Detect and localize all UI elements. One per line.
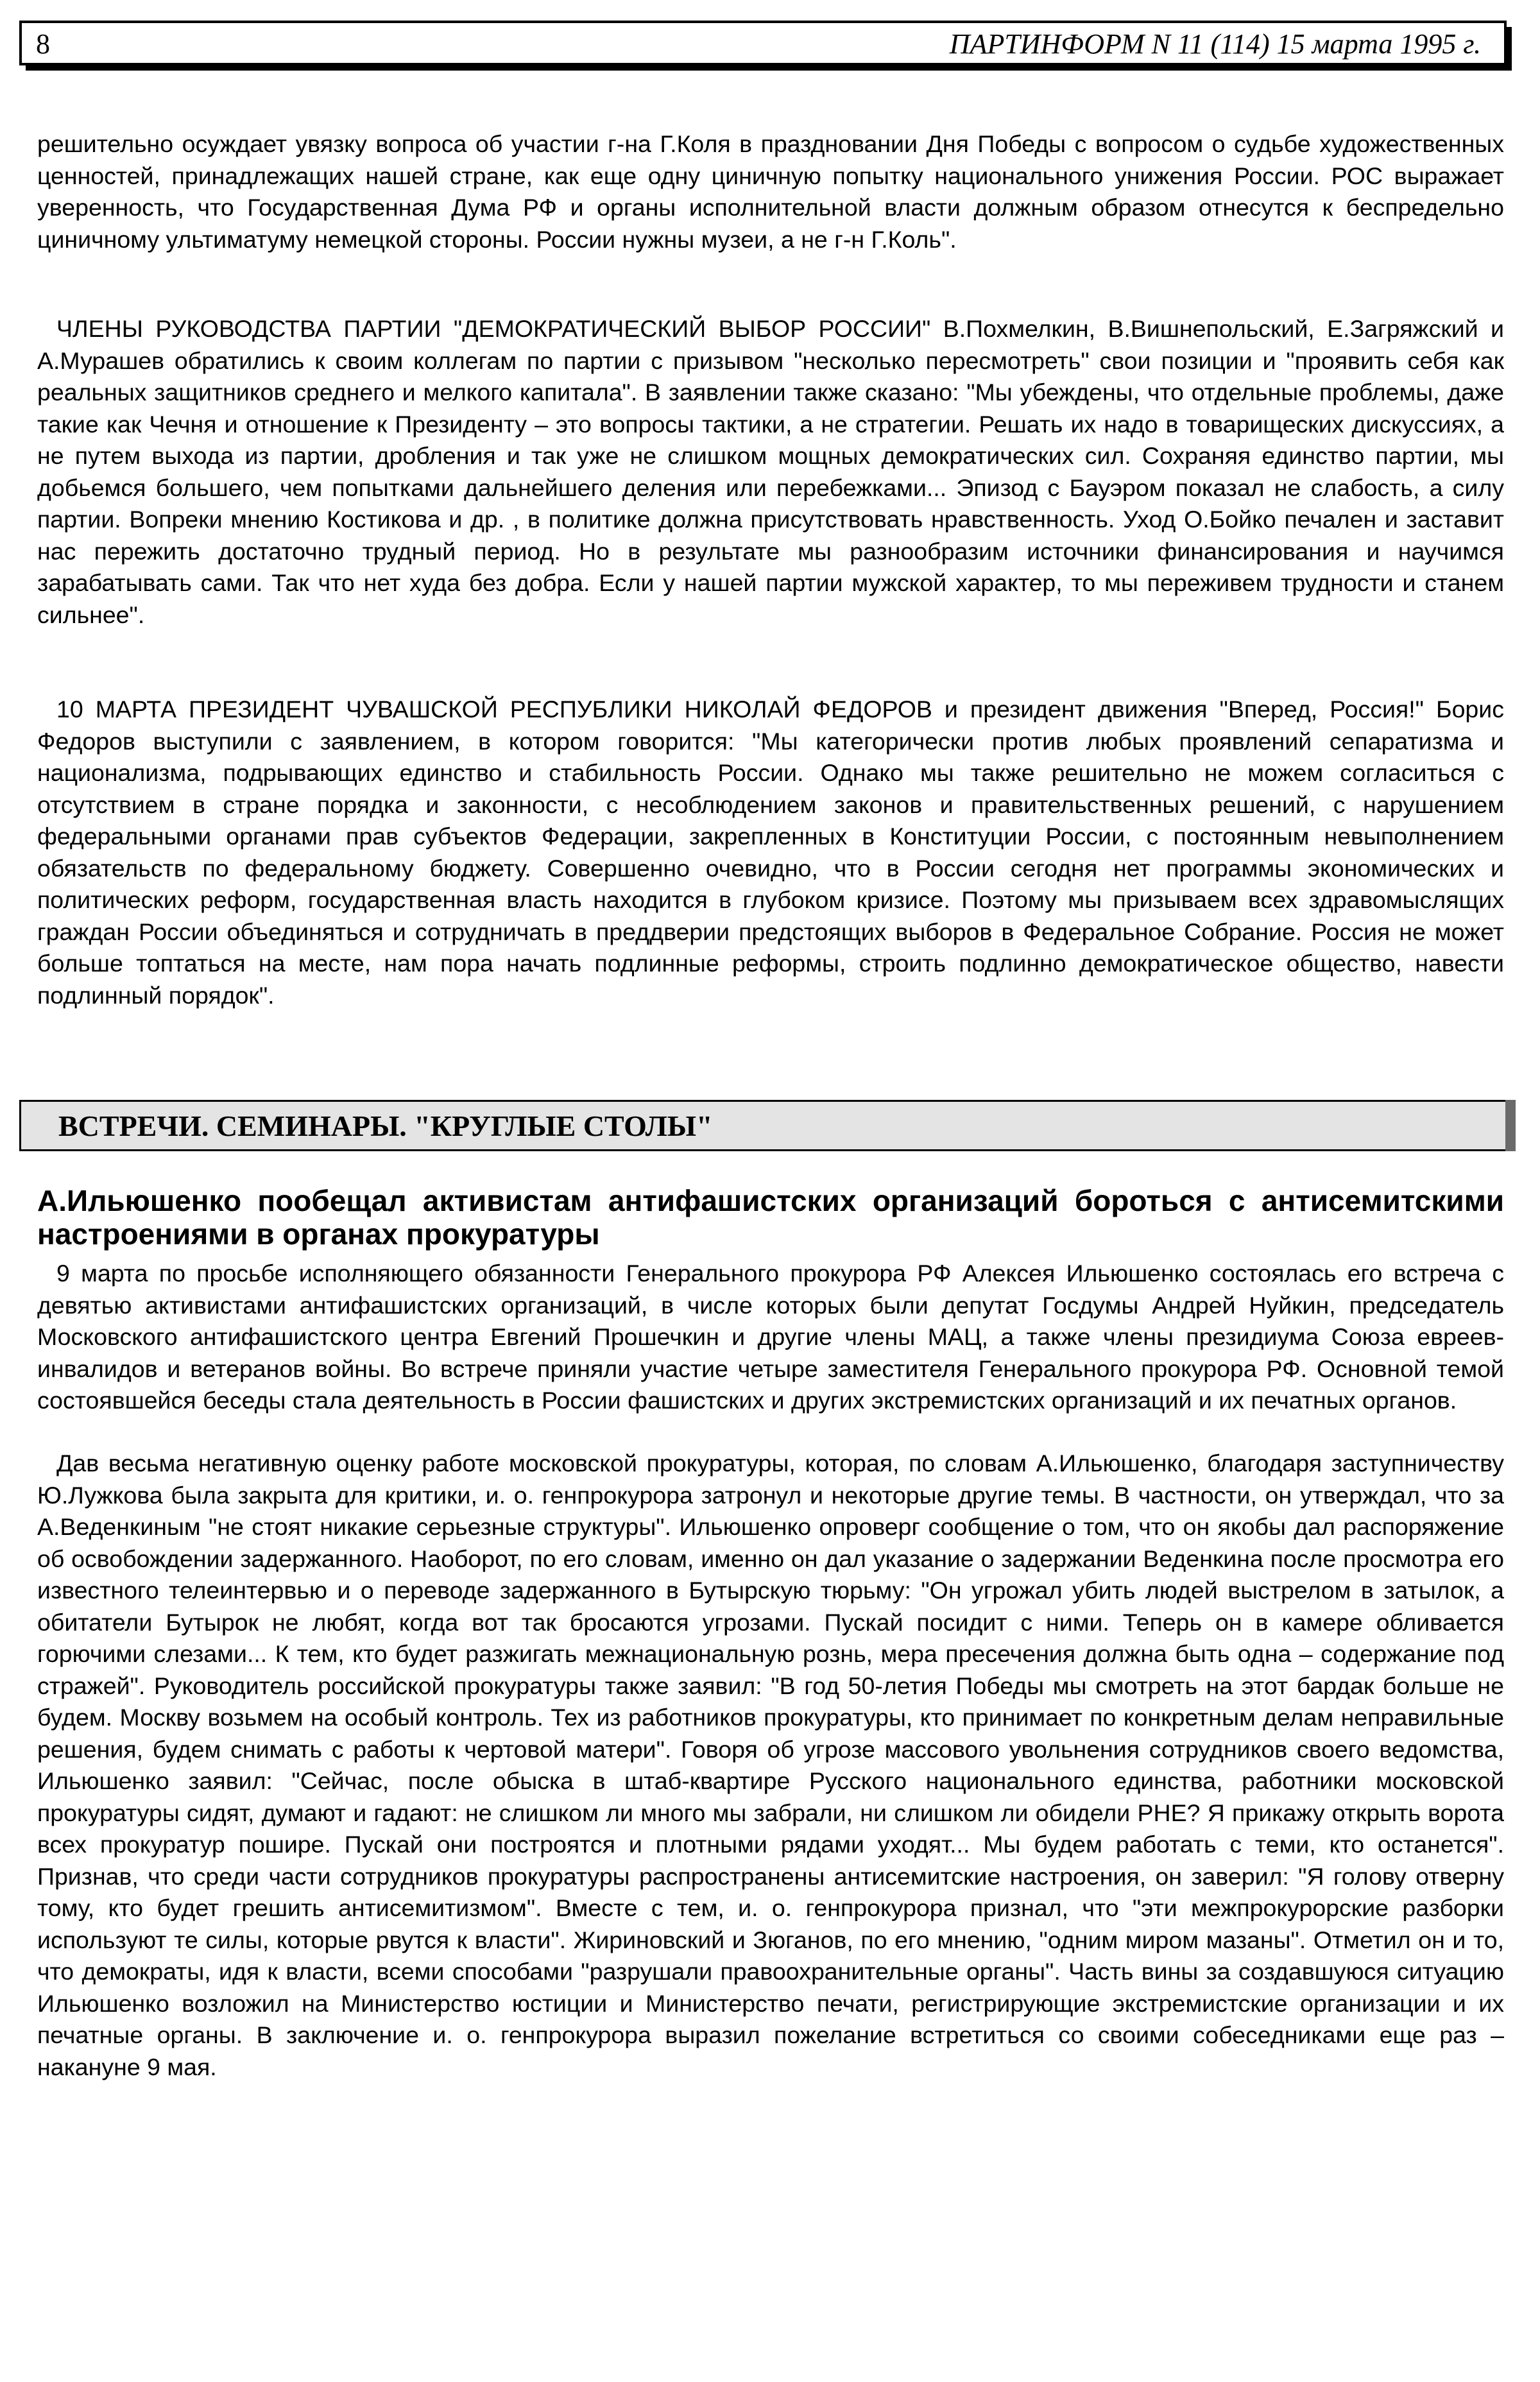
paragraph-dvr-leaders: ЧЛЕНЫ РУКОВОДСТВА ПАРТИИ "ДЕМОКРАТИЧЕСКИЙ ВЫБОР РОССИИ" В.Похмелкин, В.Вишнепольский, Е.Загряжский и А.Мурашев обратились к своим коллегам по партии с призывом "несколько пересмотреть" свои позиции и "проявить себя как реальных защитников среднего и мелкого капитала". В заявлении также сказано: "Мы убеждены, что отдельные проблемы, даже такие как Чечня и отношение к Президенту – это вопросы тактики, а не стратегии. Решать их надо в товарищеских дискуссиях, а не путем выхода из партии, дробления и так уже не слишком мощных демократических сил. Сохраняя единство партии, мы добьемся большего, чем попытками дальнейшего деления или перебежками... Эпизод с Бауэром показал не слабость, а силу партии. Вопреки мнению Костикова и др. , в политике должна присутствовать нравственность. Уход О.Бойко печален и заставит нас пережить достаточно трудный период. Но в результате мы разнообразим источники финансирования и научимся зарабатывать сами. Так что нет худа без добра. Если у нашей партии мужской характер, то мы переживем трудности и станем сильнее". <box>37 315 1504 628</box>
article-paragraph-1: 9 марта по просьбе исполняющего обязанности Генерального прокурора РФ Алексея Ильюшенко состоялась его встреча с девятью активистами антифашистских организаций, в числе которых были депутат Госдумы Андрей Нуйкин, председатель Московского антифашистского центра Евгений Прошечкин и другие члены МАЦ, а также члены президиума Союза евреев-инвалидов и ветеранов войны. Во встрече приняли участие четыре заместителя Генерального прокурора РФ. Основной темой состоявшейся беседы стала деятельность в России фашистских и других экстремистских организаций и их печатных органов. <box>37 1260 1504 1414</box>
article-headline: А.Ильюшенко пообещал активистам антифашистских организаций бороться с антисемитскими настроениями в органах прокуратуры <box>37 1184 1504 1251</box>
paragraph-fedorov-statement: 10 МАРТА ПРЕЗИДЕНТ ЧУВАШСКОЙ РЕСПУБЛИКИ НИКОЛАЙ ФЕДОРОВ и президент движения "Вперед, Россия!" Борис Федоров выступили с заявлением, в котором говорится: "Мы категорически против любых проявлений сепаратизма и национализма, подрывающих единство и стабильность России. Однако мы также решительно не можем согласиться с отсутствием в стране порядка и законности, с несоблюдением законов и правительственных решений, с нарушением федеральными органами прав субъектов Федерации, закрепленных в Конституции России, с постоянным невыполнением обязательств по федеральному бюджету. Совершенно очевидно, что в России сегодня нет программы экономических и политических реформ, государственная власть находится в глубоком кризисе. Поэтому мы призываем всех здравомыслящих граждан России объединяться и сотрудничать в преддверии предстоящих выборов в Федеральное Собрание. Россия не может больше топтаться на месте, нам пора начать подлинные реформы, строить подлинно демократическое общество, навести подлинный порядок". <box>37 696 1504 1009</box>
section-bar-shadow <box>1505 1100 1516 1151</box>
section-heading-bar <box>19 1100 1516 1151</box>
article-paragraph-2: Дав весьма негативную оценку работе московской прокуратуры, которая, по словам А.Ильюшенко, благодаря заступничеству Ю.Лужкова была закрыта для критики, и. о. генпрокурора затронул и некоторые другие темы. В частности, он утверждал, что за А.Веденкиным "не стоят никакие серьезные структуры". Ильюшенко опроверг сообщение о том, что он якобы дал распоряжение об освобождении задержанного. Наоборот, по его словам, именно он дал указание о задержании Веденкина после просмотра его известного телеинтервью и о переводе задержанного в Бутырскую тюрьму: "Он угрожал убить людей выстрелом в затылок, а обитатели Бутырок не любят, когда вот так бросаются угрозами. Пускай посидит с ними. Теперь он в камере обливается горючими слезами... К тем, кто будет разжигать межнациональную рознь, мера пресечения должна быть одна – содержание под стражей". Руководитель российской прокуратуры также заявил: "В год 50-летия Победы мы смотреть на этот бардак больше не будем. Москву возьмем на особый контроль. Тех из работников прокуратуры, кто принимает по конкретным делам неправильные решения, будем снимать с работы к чертовой матери". Говоря об угрозе массового увольнения сотрудников своего ведомства, Ильюшенко заявил: "Сейчас, после обыска в штаб-квартире Русского национального единства, работники московской прокуратуры сидят, думают и гадают: не слишком ли много мы забрали, ни слишком ли обидели РНЕ? Я прикажу открыть ворота всех прокуратур пошире. Пускай они построятся и плотными рядами уходят... Мы будем работать с теми, кто останется". Признав, что среди части сотрудников прокуратуры распространены антисемитские настроения, он заверил: "Я голову отверну тому, кто будет грешить антисемитизмом". Вместе с тем, и. о. генпрокурора признал, что "эти межпрокурорские разборки используют те силы, которые рвутся к власти". Жириновский и Зюганов, по его мнению, "одним миром мазаны". Отметил он и то, что демократы, идя к власти, всеми способами "разрушали правоохранительные органы". Часть вины за создавшуюся ситуацию Ильюшенко возложил на Министерство юстиции и Министерство печати, регистрирующие экстремистские организации и их печатные органы. В заключение и. о. генпрокурора выразил пожелание встретиться со своими собеседниками еще раз – накануне 9 мая. <box>37 1450 1504 2080</box>
page-header <box>19 21 1507 65</box>
paragraph-ros-statement: решительно осуждает увязку вопроса об участии г-на Г.Коля в праздновании Дня Победы с вопросом о судьбе художественных ценностей, принадлежащих нашей стране, как еще одну циничную попытку национального унижения России. РОС выражает уверенность, что Государственная Дума РФ и органы исполнительной власти должным образом отнесутся к беспредельно циничному ультиматуму немецкой стороны. России нужны музеи, а не г-н Г.Коль". <box>37 130 1504 253</box>
section-title: ВСТРЕЧИ. СЕМИНАРЫ. "КРУГЛЫЕ СТОЛЫ" <box>58 1110 713 1142</box>
issue-title: ПАРТИНФОРМ N 11 (114) 15 марта 1995 г. <box>949 28 1481 60</box>
page-number: 8 <box>36 28 50 60</box>
